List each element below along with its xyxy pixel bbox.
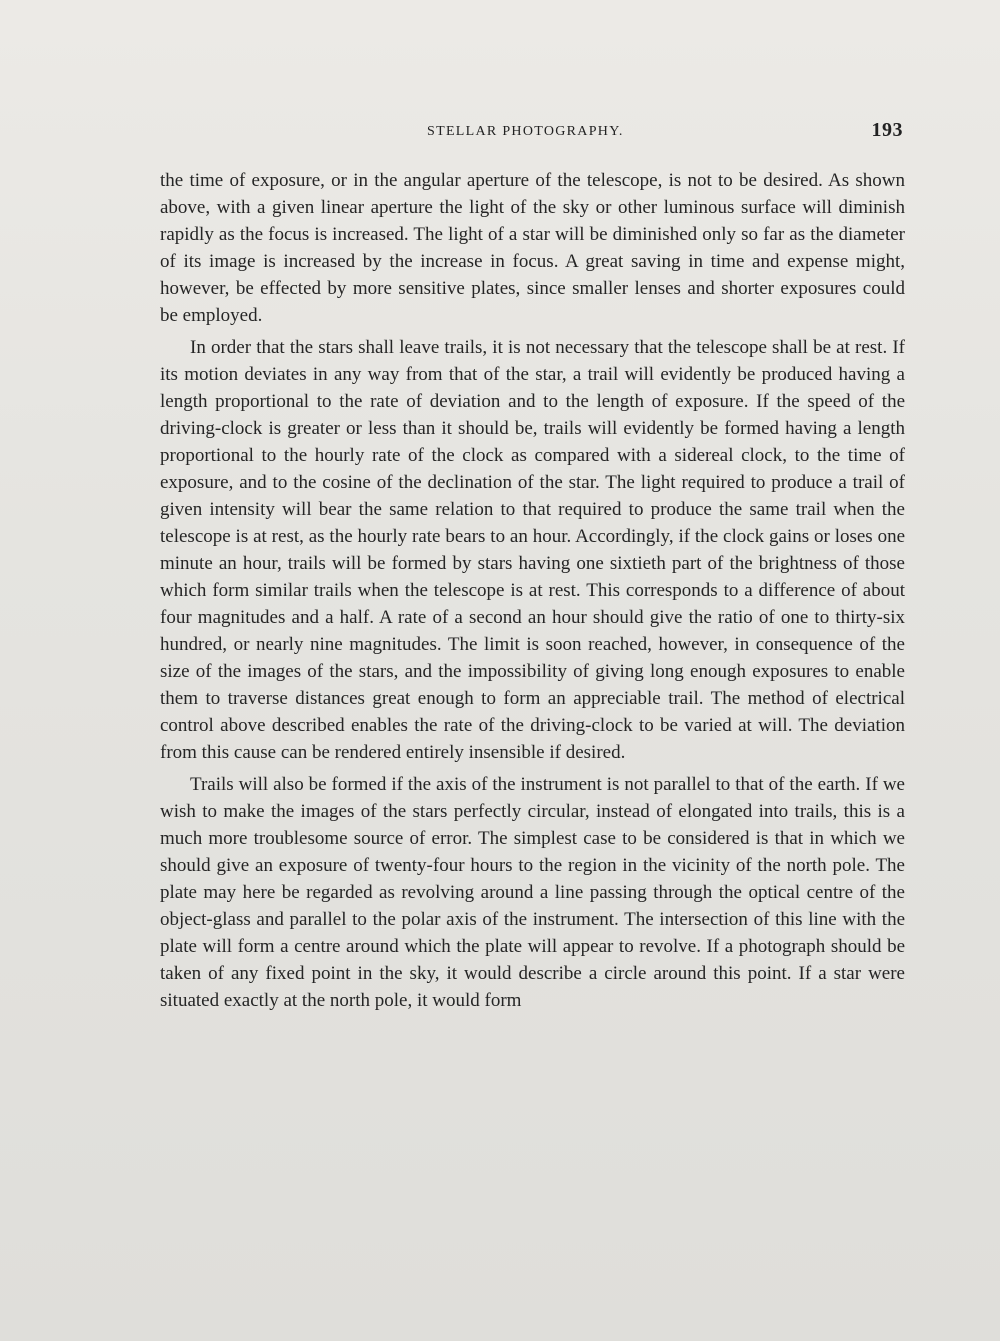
page-number: 193 <box>871 119 903 141</box>
body-text <box>160 167 905 1014</box>
running-head: STELLAR PHOTOGRAPHY. <box>427 124 624 139</box>
paragraph-2: In order that the stars shall leave trails, it is not necessary that the telescope shall be at rest. If its motion deviates in any way from that of the star, a trail will evidently be produced having a length proportional to the rate of deviation and to the length of exposure. If the speed of the driving-clock is greater or less than it should be, trails will evidently be formed having a length proportional to the hourly rate of the clock as compared with a sidereal clock, to the time of exposure, and to the cosine of the declination of the star. The light required to produce a trail of given intensity will bear the same relation to that required to produce the same trail when the telescope is at rest, as the hourly rate bears to an hour. Accordingly, if the clock gains or loses one minute an hour, trails will be formed by stars having one sixtieth part of the brightness of those which form similar trails when the telescope is at rest. This corresponds to a difference of about four magnitudes and a half. A rate of a second an hour should give the ratio of one to thirty-six hundred, or nearly nine magnitudes. The limit is soon reached, however, in consequence of the size of the images of the stars, and the impossibility of giving long enough exposures to enable them to traverse distances great enough to form an appreciable trail. The method of electrical control above described enables the rate of the driving-clock to be varied at will. The deviation from this cause can be rendered entirely insensible if desired. <box>160 337 905 763</box>
paragraph-3: Trails will also be formed if the axis of the instrument is not parallel to that of the earth. If we wish to make the images of the stars perfectly circular, instead of elongated into trails, this is a much more troublesome source of error. The simplest case to be considered is that in which we should give an exposure of twenty-four hours to the region in the vicinity of the north pole. The plate may here be regarded as revolving around a line passing through the optical centre of the object-glass and parallel to the polar axis of the instrument. The intersection of this line with the plate will form a centre around which the plate will appear to revolve. If a photograph should be taken of any fixed point in the sky, it would describe a circle around this point. If a star were situated exactly at the north pole, it would form <box>160 774 905 1011</box>
page-header <box>160 119 905 147</box>
paragraph-1: the time of exposure, or in the angular aperture of the telescope, is not to be desired. As shown above, with a given linear aperture the light of the sky or other luminous surface will diminish rapidly as the focus is increased. The light of a star will be diminished only so far as the diameter of its image is increased by the increase in focus. A great saving in time and expense might, however, be effected by more sensitive plates, since smaller lenses and shorter exposures could be employed. <box>160 170 905 326</box>
